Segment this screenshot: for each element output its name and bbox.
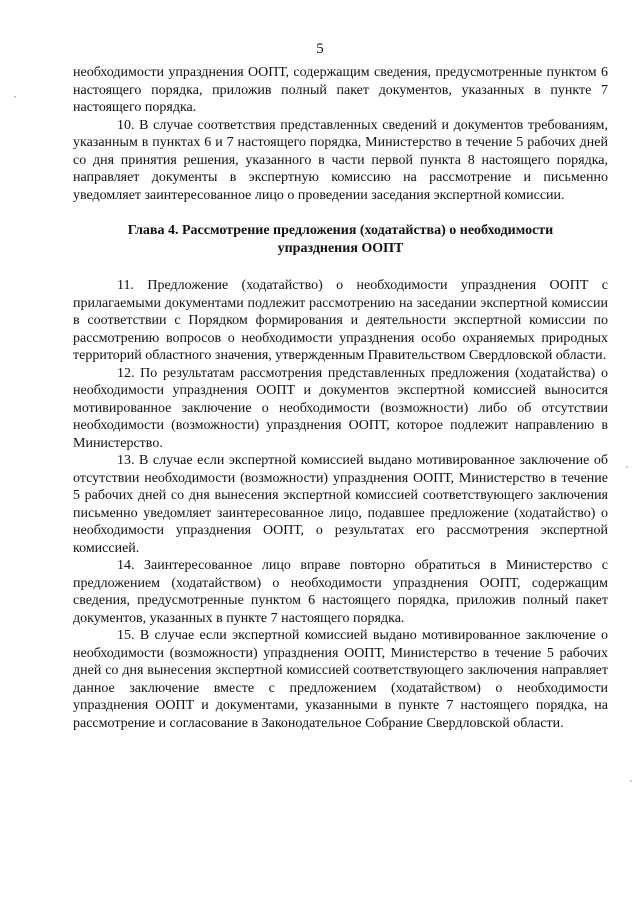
paragraph-14: 14. Заинтересованное лицо вправе повторно обратиться в Министерство с предложением (ходатайством) о необходимости упразднения ООПТ, содержащим сведения, предусмотренные пунктом 6 настоящего порядка, приложив полный пакет документов, указанных в пункте 7 настоящего порядка. <box>73 558 608 626</box>
chapter-heading-line-2: упразднения ООПТ <box>277 240 404 256</box>
scan-speck <box>626 466 628 468</box>
paragraph-11: 11. Предложение (ходатайство) о необходимости упразднения ООПТ с прилагаемыми документами подлежит рассмотрению на заседании экспертной комиссии в соответствии с Порядком формирования и деятельности экспертной комиссии по рассмотрению вопросов о необходимости упразднения особо охраняемых природных территорий областного значения, утвержденным Правительством Свердловской области. <box>73 278 608 363</box>
chapter-heading-line-1: Глава 4. Рассмотрение предложения (ходатайства) о необходимости <box>127 223 554 238</box>
page-number: 5 <box>316 41 324 57</box>
scan-speck <box>630 780 632 782</box>
paragraph-15: 15. В случае если экспертной комиссией выдано мотивированное заключение о необходимости (возможности) упразднения ООПТ, Министерство в течение 5 рабочих дней со дня вынесения экспертной комиссией соответствующего заключения направляет данное заключение вместе с предложением (ходатайством) о необходимости упразднения ООПТ и документами, указанными в пункте 7 настоящего порядка, на рассмотрение и согласование в Законодательное Собрание Свердловской области. <box>73 628 608 731</box>
chapter-heading <box>73 222 608 257</box>
paragraph-13: 13. В случае если экспертной комиссией выдано мотивированное заключение об отсутствии необходимости (возможности) упразднения ООПТ, Министерство в течение 5 рабочих дней со дня вынесения экспертной комиссией соответствующего заключения письменно уведомляет заинтересованное лицо, подавшее предложение (ходатайство) о необходимости упразднения ООПТ, о результатах его рассмотрения экспертной комиссией. <box>73 453 608 556</box>
paragraph-continuation: необходимости упразднения ООПТ, содержащим сведения, предусмотренные пунктом 6 настоящего порядка, приложив полный пакет документов, указанных в пункте 7 настоящего порядка. <box>73 65 608 115</box>
paragraph-12: 12. По результатам рассмотрения представленных предложения (ходатайства) о необходимости упразднения ООПТ и документов экспертной комиссией выносится мотивированное заключение о необходимости (возможности) либо об отсутствии необходимости (возможности) упразднения ООПТ, которое подлежит направлению в Министерство. <box>73 365 608 451</box>
scan-speck <box>14 96 16 98</box>
page-body <box>73 64 608 732</box>
paragraph-10: 10. В случае соответствия представленных сведений и документов требованиям, указанным в пунктах 6 и 7 настоящего порядка, Министерство в течение 5 рабочих дней со дня принятия решения, указанного в части первой пункта 8 настоящего порядка, направляет документы в экспертную комиссию на рассмотрение и письменно уведомляет заинтересованное лицо о проведении заседания экспертной комиссии. <box>73 117 608 203</box>
